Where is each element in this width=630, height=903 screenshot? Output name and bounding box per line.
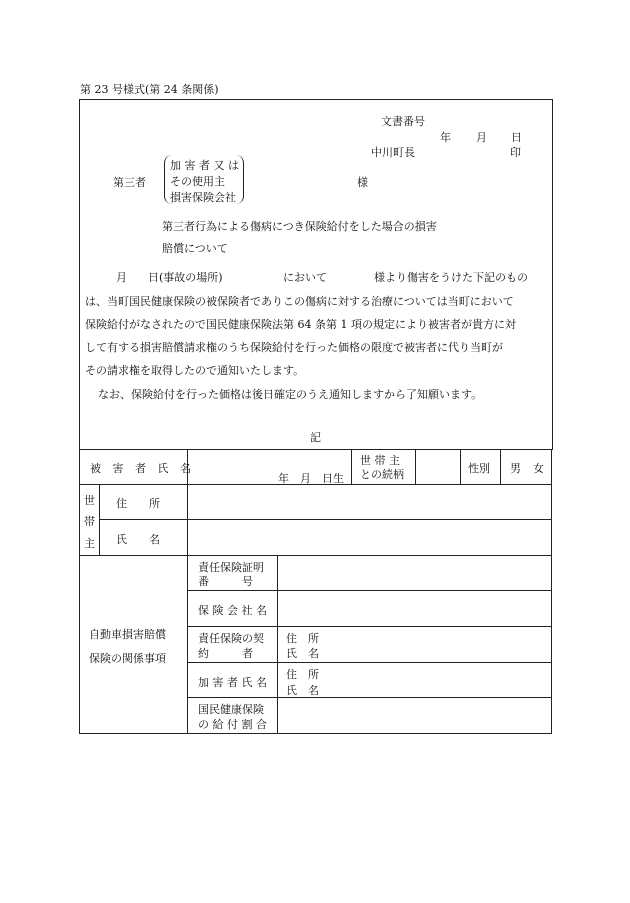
subject-line-1: 第三者行為による傷病につき保険給付をした場合の損害 [162, 220, 437, 233]
household-head-char-1: 世 [84, 494, 95, 507]
relation-label-1: 世 帯 主 [360, 454, 400, 467]
col-rule [460, 449, 461, 484]
perpetrator-name-label: 加 害 者 氏 名 [198, 676, 267, 689]
col-rule [187, 484, 188, 733]
victim-name-label: 被 害 者 氏 名 [90, 462, 195, 475]
sex-label: 性別 [468, 462, 490, 475]
subject-line-2: 賠償について [162, 242, 228, 255]
recipient-line-1: 加 害 者 又 は [170, 159, 239, 172]
seal-mark: 印 [510, 146, 521, 159]
col-rule [500, 449, 501, 484]
ki-mark: 記 [310, 431, 321, 444]
perpetrator-name-sub-label: 氏 名 [286, 684, 319, 697]
contractor-name-label: 氏 名 [286, 647, 319, 660]
body-month: 月 [116, 271, 127, 284]
row-rule [79, 555, 552, 556]
date-day: 日 [511, 131, 522, 144]
contractor-label-1: 責任保険の契 [198, 632, 264, 645]
row-rule [187, 590, 552, 591]
table-top-rule [79, 449, 552, 450]
insurer-label: 保 険 会 社 名 [198, 604, 267, 617]
doc-number-label: 文書番号 [381, 115, 425, 128]
head-address-label: 住 所 [116, 497, 160, 510]
body-line-5: その請求権を取得したので通知いたします。 [85, 364, 305, 377]
row-rule [99, 519, 552, 520]
col-rule [415, 449, 416, 484]
honorific: 様 [357, 176, 368, 189]
table-left-rule [79, 449, 80, 733]
body-at: において [283, 271, 327, 284]
auto-insurance-label-1: 自動車損害賠償 [89, 628, 166, 641]
row-rule [187, 697, 552, 698]
body-line-3: 保険給付がなされたので国民健康保険法第 64 条第 1 項の規定により被害者が貴方に対 [85, 318, 516, 331]
body-note: なお、保険給付を行った価格は後日確定のうえ通知しますから了知願います。 [98, 388, 483, 401]
benefit-ratio-label-1: 国民健康保険 [198, 703, 264, 716]
birth-date-label: 年 月 日生 [278, 472, 344, 485]
household-head-char-2: 帯 [84, 515, 95, 528]
head-name-label: 氏 名 [116, 533, 160, 546]
contractor-label-2: 約 者 [198, 647, 253, 660]
cert-number-label-1: 責任保険証明 [198, 561, 264, 574]
household-head-char-3: 主 [84, 537, 95, 550]
auto-insurance-label-2: 保険の関係事項 [89, 652, 166, 665]
form-title: 第 23 号様式(第 24 条関係) [80, 83, 219, 96]
col-rule [277, 555, 278, 733]
contractor-address-label: 住 所 [286, 632, 319, 645]
perpetrator-address-label: 住 所 [286, 668, 319, 681]
date-month: 月 [476, 131, 487, 144]
col-rule [351, 449, 352, 484]
col-rule [99, 484, 100, 555]
date-year: 年 [440, 131, 451, 144]
benefit-ratio-label-2: の 給 付 割 合 [198, 718, 267, 731]
recipient-line-3: 損害保険会社 [170, 191, 236, 204]
cert-number-label-2: 番 号 [198, 575, 253, 588]
body-line-2: は、当町国民健康保険の被保険者でありこの傷病に対する治療については当町において [85, 295, 514, 308]
row-rule [187, 626, 552, 627]
table-right-rule [551, 449, 552, 733]
issuer: 中川町長 [371, 146, 415, 159]
third-party-label: 第三者 [113, 176, 146, 189]
relation-label-2: との続柄 [360, 468, 404, 481]
recipient-line-2: その使用主 [170, 175, 225, 188]
body-day-place: 日(事故の場所) [148, 271, 223, 284]
sex-male: 男 [510, 462, 521, 475]
row-rule [187, 662, 552, 663]
sex-female: 女 [533, 462, 544, 475]
body-line-1-rest: 様より傷害をうけた下記のもの [374, 271, 528, 284]
table-bottom-rule [79, 733, 552, 734]
body-line-4: して有する損害賠償請求権のうち保険給付を行った価格の限度で被害者に代り当町が [85, 341, 503, 354]
